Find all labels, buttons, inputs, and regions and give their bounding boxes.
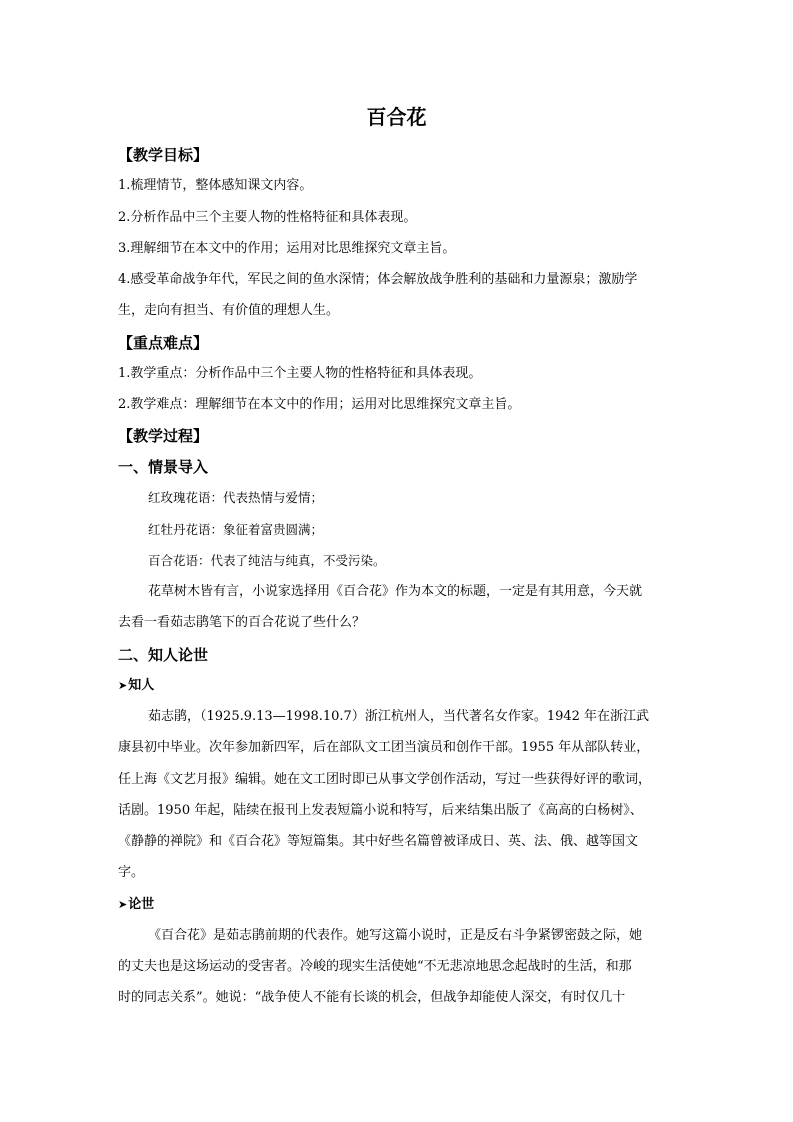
- objective-item: 2.分析作品中三个主要人物的性格特征和具体表现。: [118, 210, 417, 225]
- process-heading: 【教学过程】: [118, 427, 209, 445]
- objective-item: 3.理解细节在本文中的作用；运用对比思维探究文章主旨。: [118, 241, 456, 256]
- flower-language-line: 红玫瑰花语：代表热情与爱情；: [148, 490, 324, 505]
- context-paragraph-line: 的丈夫也是这场运动的受害者。冷峻的现实生活使她“不无悲凉地思念起战时的生活，和那: [118, 959, 632, 974]
- arrow-icon: ➤: [118, 679, 128, 692]
- subheading-context: [118, 895, 154, 915]
- section-heading-background: 二、知人论世: [118, 646, 209, 664]
- flower-language-line: 红牡丹花语：象征着富贵圆满；: [148, 522, 324, 537]
- arrow-icon: ➤: [118, 898, 128, 911]
- section-heading-intro: 一、情景导入: [118, 458, 209, 476]
- intro-paragraph-line: 去看一看茹志鹃笔下的百合花说了些什么？: [118, 615, 366, 630]
- context-paragraph-line: 《百合花》是茹志鹃前期的代表作。她写这篇小说时，正是反右斗争紧锣密鼓之际，她: [148, 928, 643, 943]
- author-paragraph-line: 《静静的禅院》和《百合花》等短篇集。其中好些名篇曾被译成日、英、法、俄、越等国文: [118, 834, 639, 849]
- author-paragraph-line: 茹志鹃，（1925.9.13—1998.10.7）浙江杭州人，当代著名女作家。1942 年在浙江武: [148, 709, 650, 724]
- author-paragraph-line: 字。: [118, 865, 145, 880]
- objective-item-continued: 生，走向有担当、有价值的理想人生。: [118, 303, 340, 318]
- author-paragraph-line: 任上海《文艺月报》编辑。她在文工团时即已从事文学创作活动，写过一些获得好评的歌词，: [118, 772, 652, 787]
- keypoint-item: 2.教学难点：理解细节在本文中的作用；运用对比思维探究文章主旨。: [118, 397, 521, 412]
- subheading-know-person: [118, 676, 154, 696]
- intro-paragraph-line: 花草树木皆有言，小说家选择用《百合花》作为本文的标题，一定是有其用意，今天就: [148, 584, 643, 599]
- subheading-label: 论世: [128, 897, 155, 912]
- objective-item: 4.感受革命战争年代，军民之间的鱼水深情；体会解放战争胜利的基础和力量源泉；激励学: [118, 272, 638, 287]
- document-title: 百合花: [366, 105, 427, 129]
- subheading-label: 知人: [128, 678, 155, 693]
- author-paragraph-line: 康县初中毕业。次年参加新四军，后在部队文工团当演员和创作干部。1955 年从部队转业，: [118, 740, 650, 755]
- author-paragraph-line: 话剧。1950 年起，陆续在报刊上发表短篇小说和特写，后来结集出版了《高高的白杨树》、: [118, 803, 643, 818]
- context-paragraph-line: 时的同志关系”。她说：“战争使人不能有长谈的机会，但战争却能使人深交，有时仅几十: [118, 990, 626, 1005]
- flower-language-line: 百合花语：代表了纯洁与纯真，不受污染。: [148, 553, 386, 568]
- keypoints-heading: 【重点难点】: [118, 334, 209, 352]
- objectives-heading: 【教学目标】: [118, 146, 209, 164]
- keypoint-item: 1.教学重点：分析作品中三个主要人物的性格特征和具体表现。: [118, 366, 482, 381]
- objective-item: 1.梳理情节，整体感知课文内容。: [118, 178, 313, 193]
